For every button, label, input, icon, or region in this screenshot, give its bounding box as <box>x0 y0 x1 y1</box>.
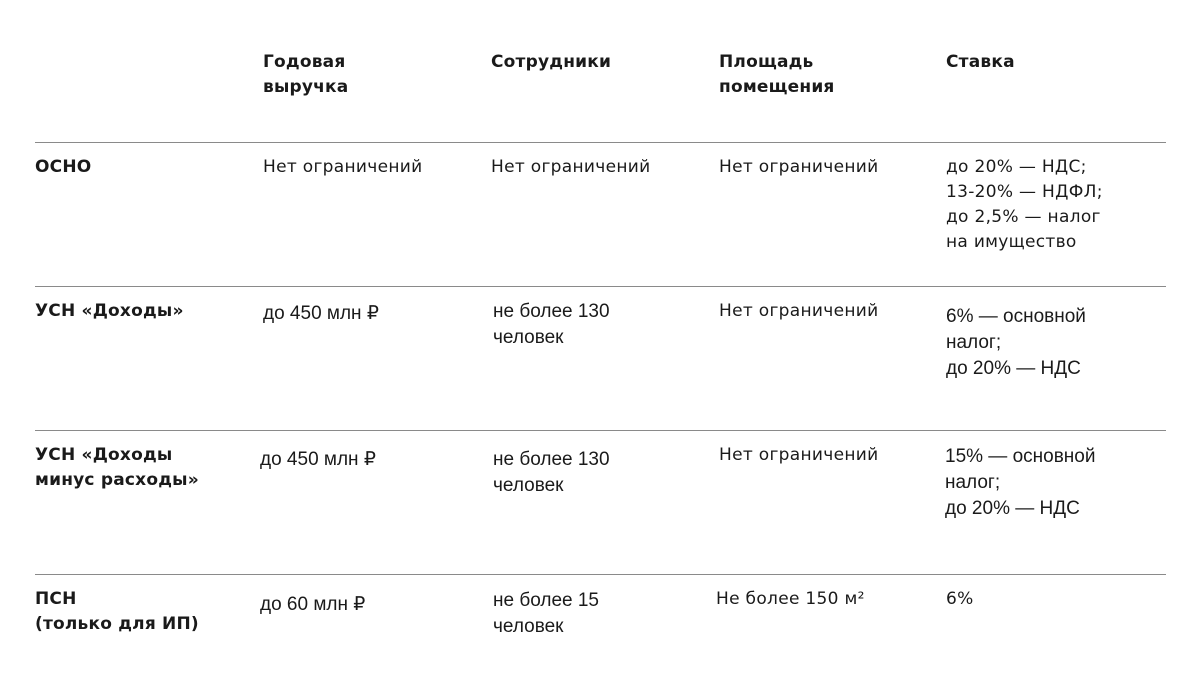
header-area: Площадь помещения <box>719 52 835 97</box>
table-row-usn-income-minus-expenses <box>35 430 1166 575</box>
tax-rate: 15% — основной налог; до 20% — НДС <box>945 446 1096 519</box>
tax-regimes-table <box>35 0 1166 688</box>
header-revenue: Годовая выручка <box>263 52 349 97</box>
revenue-limit: до 450 млн ₽ <box>260 449 376 470</box>
employees-limit: не более 130 человек <box>493 449 610 496</box>
table-row-usn-income <box>35 286 1166 431</box>
employees-limit: не более 130 человек <box>493 301 610 348</box>
table-row-osno <box>35 142 1166 287</box>
header-employees: Сотрудники <box>491 52 612 72</box>
revenue-limit: до 450 млн ₽ <box>263 303 379 324</box>
tax-rate: 6% — основной налог; до 20% — НДС <box>946 306 1086 379</box>
employees-limit: Нет ограничений <box>491 157 651 177</box>
header-rate: Ставка <box>946 52 1015 72</box>
employees-limit: не более 15 человек <box>493 590 600 637</box>
area-limit: Нет ограничений <box>719 445 879 465</box>
tax-rate: до 20% — НДС; 13-20% — НДФЛ; до 2,5% — налог на имущество <box>946 157 1103 252</box>
table-row-psn <box>35 574 1166 689</box>
area-limit: Нет ограничений <box>719 157 879 177</box>
regime-name: УСН «Доходы минус расходы» <box>35 445 199 490</box>
tax-rate: 6% <box>946 589 974 609</box>
revenue-limit: до 60 млн ₽ <box>260 594 366 615</box>
area-limit: Нет ограничений <box>719 301 879 321</box>
area-limit: Не более 150 м² <box>716 589 865 609</box>
regime-name: УСН «Доходы» <box>35 301 184 321</box>
revenue-limit: Нет ограничений <box>263 157 423 177</box>
regime-name: ПСН (только для ИП) <box>35 589 199 634</box>
regime-name: ОСНО <box>35 157 92 177</box>
